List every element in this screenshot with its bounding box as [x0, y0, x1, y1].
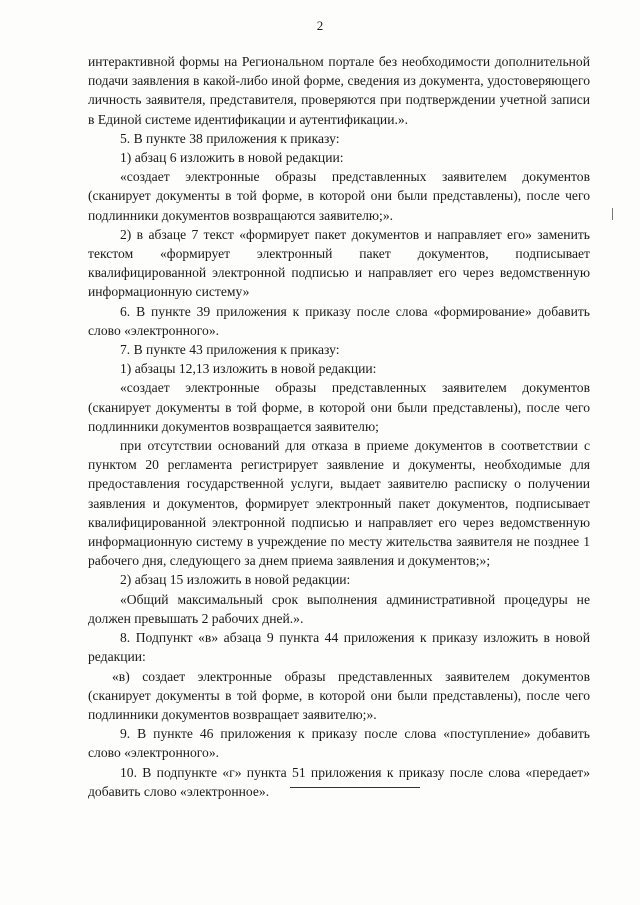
paragraph-item-6: 6. В пункте 39 приложения к приказу после слова «формирование» добавить слово «электронного».: [88, 303, 590, 338]
scan-margin-mark: [612, 208, 613, 220]
paragraph-continuation: интерактивной формы на Региональном портале без необходимости дополнительной подачи заявления в какой-либо иной форме, сведения из документа, удостоверяющего личность заявителя, представителя, проверяются при подтверждении учетной записи в Единой системе идентификации и аутентификации.».: [88, 54, 590, 127]
paragraph-item-7-1: 1) абзацы 12,13 изложить в новой редакции:: [120, 361, 377, 377]
paragraph-item-10: 10. В подпункте «г» пункта 51 приложения к приказу после слова «передает» добавить слово «электронное».: [88, 764, 590, 799]
paragraph-item-7: 7. В пункте 43 приложения к приказу:: [120, 342, 340, 358]
paragraph-quote-5-1: «создает электронные образы представленных заявителем документов (сканирует документы в той форме, в которой они были представлены), после чего подлинники документов возвращаются заявителю;».: [88, 169, 590, 223]
paragraph-item-9: 9. В пункте 46 приложения к приказу после слова «поступление» добавить слово «электронного».: [88, 726, 590, 761]
paragraph-item-5: 5. В пункте 38 приложения к приказу:: [120, 130, 340, 146]
paragraph-item-8: 8. Подпункт «в» абзаца 9 пункта 44 приложения к приказу изложить в новой редакции:: [88, 630, 590, 665]
paragraph-item-5-2: 2) в абзаце 7 текст «формирует пакет документов и направляет его» заменить текстом «формирует электронный пакет документов, подписывает квалифицированной электронной подписью и направляет его через ведомственную информационную систему»: [88, 226, 590, 300]
paragraph-item-7-2: 2) абзац 15 изложить в новой редакции:: [120, 572, 351, 588]
paragraph-quote-7-2: «Общий максимальный срок выполнения административной процедуры не должен превышать 2 рабочих дней.».: [88, 591, 590, 626]
paragraph-quote-8: «в) создает электронные образы представленных заявителем документов (сканирует документы в той форме, в которой они были представлены), после чего подлинники документов возвращает заявителю;».: [88, 668, 590, 722]
page-number: 2: [316, 18, 324, 33]
paragraph-quote-7-1b: при отсутствии оснований для отказа в приеме документов в соответствии с пунктом 20 регламента регистрирует заявление и документы, необходимые для предоставления государственной услуги, выдает заявителю расписку о получении заявления и документов, формирует электронный пакет документов, подписывает квалифицированной электронной подписью и направляет его через ведомственную информационную систему в учреждение по месту жительства заявителя не позднее 1 рабочего дня, следующего за днем приема заявления и документов;»;: [88, 438, 590, 569]
document-body: [88, 52, 590, 801]
paragraph-quote-7-1a: «создает электронные образы представленных заявителем документов (сканирует документы в той форме, в которой они были представлены), после чего подлинники документов возвращается заявителю;: [88, 380, 590, 434]
closing-separator-line: [290, 787, 420, 788]
paragraph-item-5-1: 1) абзац 6 изложить в новой редакции:: [120, 150, 344, 166]
